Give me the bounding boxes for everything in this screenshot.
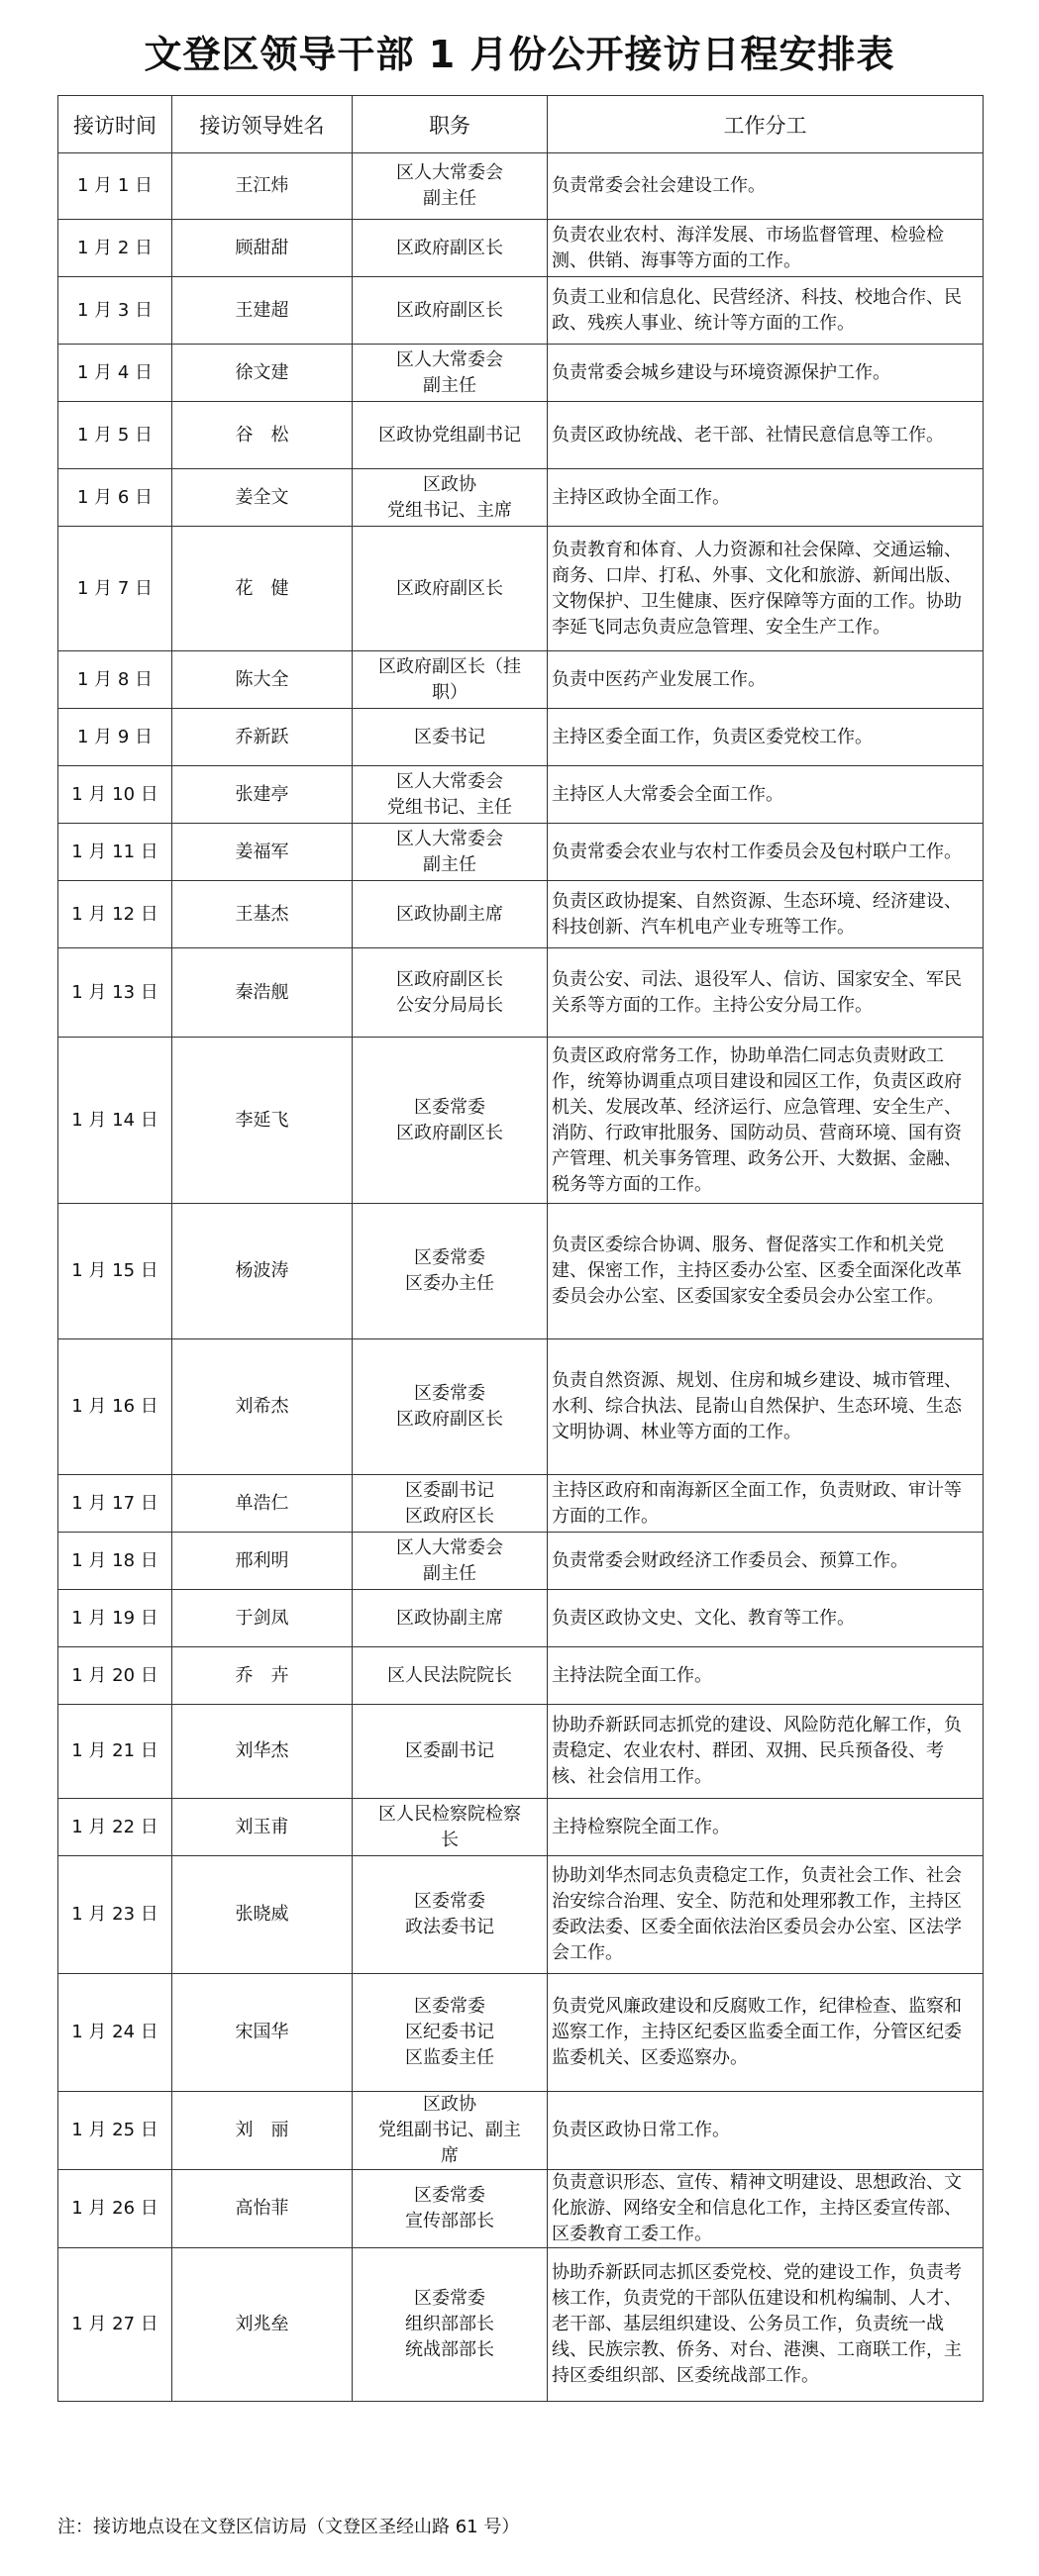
cell-leader-name: 刘 丽 — [172, 2092, 353, 2170]
cell-position: 区人大常委会 副主任 — [353, 345, 548, 402]
header-date: 接访时间 — [58, 96, 172, 153]
table-row — [58, 1590, 984, 1647]
footnote: 注：接访地点设在文登区信访局（文登区圣经山路 61 号） — [57, 2517, 520, 2537]
schedule-table — [57, 95, 984, 2402]
cell-duty: 负责工业和信息化、民营经济、科技、校地合作、民政、残疾人事业、统计等方面的工作。 — [548, 277, 984, 345]
cell-date: 1 月 10 日 — [58, 766, 172, 824]
cell-duty: 主持区政府和南海新区全面工作，负责财政、审计等方面的工作。 — [548, 1475, 984, 1533]
cell-date: 1 月 26 日 — [58, 2170, 172, 2248]
cell-position: 区政府副区长 — [353, 527, 548, 651]
cell-position: 区政协副主席 — [353, 1590, 548, 1647]
table-row — [58, 1856, 984, 1974]
cell-date: 1 月 2 日 — [58, 220, 172, 277]
cell-leader-name: 杨波涛 — [172, 1204, 353, 1339]
cell-date: 1 月 25 日 — [58, 2092, 172, 2170]
cell-duty: 协助乔新跃同志抓区委党校、党的建设工作，负责考核工作，负责党的干部队伍建设和机构编制、人才、老干部、基层组织建设、公务员工作，负责统一战线、民族宗教、侨务、对台、港澳、工商联工作，主持区委组织部、区委统战部工作。 — [548, 2248, 984, 2402]
cell-date: 1 月 24 日 — [58, 1974, 172, 2092]
cell-duty: 负责意识形态、宣传、精神文明建设、思想政治、文化旅游、网络安全和信息化工作，主持区委宣传部、区委教育工委工作。 — [548, 2170, 984, 2248]
cell-date: 1 月 16 日 — [58, 1339, 172, 1475]
cell-leader-name: 谷 松 — [172, 402, 353, 469]
cell-date: 1 月 13 日 — [58, 948, 172, 1038]
cell-date: 1 月 18 日 — [58, 1533, 172, 1590]
cell-position: 区委常委 组织部部长 统战部部长 — [353, 2248, 548, 2402]
header-duty: 工作分工 — [548, 96, 984, 153]
cell-duty: 主持检察院全面工作。 — [548, 1799, 984, 1856]
cell-leader-name: 张建亭 — [172, 766, 353, 824]
cell-duty: 负责党风廉政建设和反腐败工作，纪律检查、监察和巡察工作，主持区纪委区监委全面工作，分管区纪委监委机关、区委巡察办。 — [548, 1974, 984, 2092]
cell-position: 区人大常委会 副主任 — [353, 153, 548, 220]
table-row — [58, 153, 984, 220]
cell-leader-name: 单浩仁 — [172, 1475, 353, 1533]
cell-position: 区委书记 — [353, 709, 548, 766]
cell-leader-name: 姜福军 — [172, 824, 353, 881]
table-row — [58, 527, 984, 651]
cell-duty: 负责区委综合协调、服务、督促落实工作和机关党建、保密工作，主持区委办公室、区委全面深化改革委员会办公室、区委国家安全委员会办公室工作。 — [548, 1204, 984, 1339]
cell-duty: 协助刘华杰同志负责稳定工作，负责社会工作、社会治安综合治理、安全、防范和处理邪教工作，主持区委政法委、区委全面依法治区委员会办公室、区法学会工作。 — [548, 1856, 984, 1974]
table-row — [58, 1339, 984, 1475]
cell-date: 1 月 27 日 — [58, 2248, 172, 2402]
cell-duty: 负责区政府常务工作，协助单浩仁同志负责财政工作，统筹协调重点项目建设和园区工作，负责区政府机关、发展改革、经济运行、应急管理、安全生产、消防、行政审批服务、国防动员、营商环境、国有资产管理、机关事务管理、政务公开、大数据、金融、税务等方面的工作。 — [548, 1038, 984, 1204]
cell-leader-name: 宋国华 — [172, 1974, 353, 2092]
cell-position: 区人大常委会 党组书记、主任 — [353, 766, 548, 824]
cell-leader-name: 花 健 — [172, 527, 353, 651]
cell-leader-name: 刘兆垒 — [172, 2248, 353, 2402]
table-row — [58, 824, 984, 881]
header-position: 职务 — [353, 96, 548, 153]
table-row — [58, 277, 984, 345]
table-row — [58, 2092, 984, 2170]
header-row — [58, 96, 984, 153]
cell-duty: 负责农业农村、海洋发展、市场监督管理、检验检测、供销、海事等方面的工作。 — [548, 220, 984, 277]
cell-leader-name: 乔 卉 — [172, 1647, 353, 1705]
cell-leader-name: 顾甜甜 — [172, 220, 353, 277]
cell-position: 区政府副区长 公安分局局长 — [353, 948, 548, 1038]
cell-duty: 负责常委会财政经济工作委员会、预算工作。 — [548, 1533, 984, 1590]
table-row — [58, 1705, 984, 1799]
cell-position: 区政协副主席 — [353, 881, 548, 948]
table-row — [58, 1647, 984, 1705]
cell-leader-name: 姜全文 — [172, 469, 353, 527]
cell-position: 区委常委 区纪委书记 区监委主任 — [353, 1974, 548, 2092]
cell-date: 1 月 11 日 — [58, 824, 172, 881]
cell-date: 1 月 19 日 — [58, 1590, 172, 1647]
cell-date: 1 月 1 日 — [58, 153, 172, 220]
cell-leader-name: 高怡菲 — [172, 2170, 353, 2248]
cell-leader-name: 秦浩舰 — [172, 948, 353, 1038]
table-header — [58, 96, 984, 153]
cell-leader-name: 王建超 — [172, 277, 353, 345]
table-row — [58, 651, 984, 709]
table-row — [58, 1204, 984, 1339]
cell-duty: 负责常委会社会建设工作。 — [548, 153, 984, 220]
cell-leader-name: 王基杰 — [172, 881, 353, 948]
table-row — [58, 709, 984, 766]
cell-leader-name: 徐文建 — [172, 345, 353, 402]
cell-position: 区人民法院院长 — [353, 1647, 548, 1705]
cell-position: 区政协 党组副书记、副主 席 — [353, 2092, 548, 2170]
cell-position: 区政协 党组书记、主席 — [353, 469, 548, 527]
cell-duty: 负责区政协文史、文化、教育等工作。 — [548, 1590, 984, 1647]
cell-date: 1 月 23 日 — [58, 1856, 172, 1974]
cell-duty: 负责中医药产业发展工作。 — [548, 651, 984, 709]
table-row — [58, 1533, 984, 1590]
cell-leader-name: 李延飞 — [172, 1038, 353, 1204]
cell-position: 区委常委 区政府副区长 — [353, 1038, 548, 1204]
cell-duty: 主持区政协全面工作。 — [548, 469, 984, 527]
table-row — [58, 1038, 984, 1204]
header-leader-name: 接访领导姓名 — [172, 96, 353, 153]
cell-date: 1 月 21 日 — [58, 1705, 172, 1799]
cell-date: 1 月 9 日 — [58, 709, 172, 766]
cell-date: 1 月 12 日 — [58, 881, 172, 948]
cell-duty: 协助乔新跃同志抓党的建设、风险防范化解工作，负责稳定、农业农村、群团、双拥、民兵预备役、考核、社会信用工作。 — [548, 1705, 984, 1799]
cell-leader-name: 乔新跃 — [172, 709, 353, 766]
table-body — [58, 153, 984, 2402]
cell-duty: 主持区人大常委会全面工作。 — [548, 766, 984, 824]
cell-leader-name: 邢利明 — [172, 1533, 353, 1590]
cell-duty: 负责公安、司法、退役军人、信访、国家安全、军民关系等方面的工作。主持公安分局工作。 — [548, 948, 984, 1038]
cell-date: 1 月 3 日 — [58, 277, 172, 345]
cell-duty: 负责区政协统战、老干部、社情民意信息等工作。 — [548, 402, 984, 469]
cell-duty: 主持法院全面工作。 — [548, 1647, 984, 1705]
cell-position: 区委常委 宣传部部长 — [353, 2170, 548, 2248]
cell-leader-name: 张晓威 — [172, 1856, 353, 1974]
cell-duty: 负责常委会农业与农村工作委员会及包村联户工作。 — [548, 824, 984, 881]
cell-leader-name: 陈大全 — [172, 651, 353, 709]
table-row — [58, 2170, 984, 2248]
cell-position: 区政府副区长（挂 职） — [353, 651, 548, 709]
table-row — [58, 469, 984, 527]
cell-date: 1 月 15 日 — [58, 1204, 172, 1339]
cell-position: 区委副书记 区政府区长 — [353, 1475, 548, 1533]
cell-date: 1 月 17 日 — [58, 1475, 172, 1533]
page-title: 文登区领导干部 1 月份公开接访日程安排表 — [144, 33, 895, 76]
cell-date: 1 月 6 日 — [58, 469, 172, 527]
cell-position: 区人民检察院检察 长 — [353, 1799, 548, 1856]
cell-date: 1 月 14 日 — [58, 1038, 172, 1204]
cell-position: 区委常委 政法委书记 — [353, 1856, 548, 1974]
table-row — [58, 881, 984, 948]
cell-date: 1 月 5 日 — [58, 402, 172, 469]
cell-position: 区人大常委会 副主任 — [353, 824, 548, 881]
cell-duty: 主持区委全面工作，负责区委党校工作。 — [548, 709, 984, 766]
table-row — [58, 766, 984, 824]
cell-position: 区委常委 区政府副区长 — [353, 1339, 548, 1475]
table-row — [58, 948, 984, 1038]
cell-leader-name: 刘希杰 — [172, 1339, 353, 1475]
cell-leader-name: 刘玉甫 — [172, 1799, 353, 1856]
cell-leader-name: 刘华杰 — [172, 1705, 353, 1799]
cell-position: 区政府副区长 — [353, 220, 548, 277]
cell-leader-name: 于剑凤 — [172, 1590, 353, 1647]
cell-position: 区委常委 区委办主任 — [353, 1204, 548, 1339]
cell-date: 1 月 8 日 — [58, 651, 172, 709]
table-row — [58, 345, 984, 402]
table-row — [58, 1799, 984, 1856]
table-row — [58, 220, 984, 277]
cell-leader-name: 王江炜 — [172, 153, 353, 220]
table-row — [58, 1475, 984, 1533]
cell-duty: 负责区政协提案、自然资源、生态环境、经济建设、科技创新、汽车机电产业专班等工作。 — [548, 881, 984, 948]
cell-position: 区政协党组副书记 — [353, 402, 548, 469]
table-row — [58, 2248, 984, 2402]
cell-date: 1 月 7 日 — [58, 527, 172, 651]
cell-date: 1 月 4 日 — [58, 345, 172, 402]
table-row — [58, 1974, 984, 2092]
cell-duty: 负责自然资源、规划、住房和城乡建设、城市管理、水利、综合执法、昆嵛山自然保护、生态环境、生态文明协调、林业等方面的工作。 — [548, 1339, 984, 1475]
cell-position: 区人大常委会 副主任 — [353, 1533, 548, 1590]
cell-duty: 负责区政协日常工作。 — [548, 2092, 984, 2170]
table-row — [58, 402, 984, 469]
cell-date: 1 月 20 日 — [58, 1647, 172, 1705]
cell-position: 区委副书记 — [353, 1705, 548, 1799]
cell-duty: 负责常委会城乡建设与环境资源保护工作。 — [548, 345, 984, 402]
cell-duty: 负责教育和体育、人力资源和社会保障、交通运输、商务、口岸、打私、外事、文化和旅游、新闻出版、文物保护、卫生健康、医疗保障等方面的工作。协助李延飞同志负责应急管理、安全生产工作。 — [548, 527, 984, 651]
cell-date: 1 月 22 日 — [58, 1799, 172, 1856]
cell-position: 区政府副区长 — [353, 277, 548, 345]
